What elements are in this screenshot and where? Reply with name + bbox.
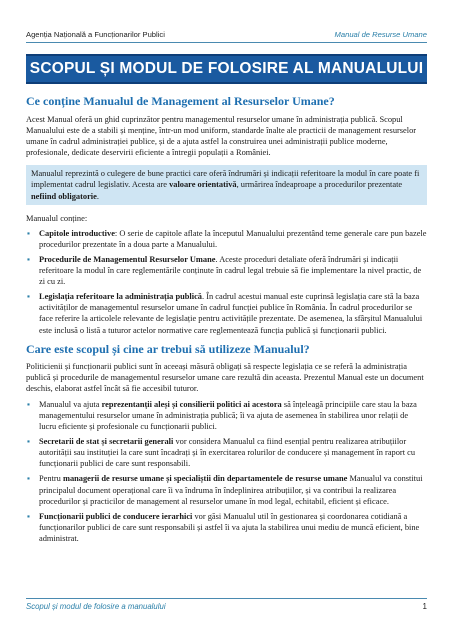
list-item (26, 254, 427, 287)
list-item (26, 399, 427, 432)
bullet-icon: ▪ (27, 511, 30, 521)
callout-box (26, 165, 427, 204)
list-item-bold: managerii de resurse umane și specialiștii din departamentele de resurse umane (62, 474, 348, 484)
bullet-icon: ▪ (27, 474, 30, 484)
section2-paragraph: Politicienii și funcționarii publici sunt în aceeași măsură obligați să respecte legislația ce se referă la administrația publică și procedurile de managementul resurselor umane care rezultă din aceasta. Prezentul Manual este un document deschis, elaborat astfel încât să fie accesibil tuturor. (26, 361, 424, 393)
callout-end: . (96, 191, 99, 201)
bullet-icon: ▪ (27, 437, 30, 447)
bullet-icon: ▪ (27, 399, 30, 409)
list-item-text: vor găsi Manualul util în gestionarea și coordonarea cotidiană a funcționarilor publici de care sunt responsabili și astfel îi va ajuta la stabilirea unui mediu de muncă eficient, bine administrat. (39, 511, 420, 543)
section1-heading: Ce conține Manualul de Management al Resurselor Umane? (26, 94, 335, 108)
callout-text: Manualul reprezintă o culegere de bune practici care oferă îndrumări și indicații referitoare la modul în care poate fi implementat cadrul legislativ. Acesta are (31, 169, 420, 190)
list-item (26, 473, 427, 506)
bullet-icon: ▪ (27, 292, 30, 302)
list-item (26, 436, 427, 469)
list-item-text: să înțeleagă principiile care stau la baza managementului resurselor umane în administrația publică; îi va ajuta de asemenea în stabilirea unor relații de lucru eficiente și profesionale cu funcționarii publici. (39, 399, 417, 432)
section1-paragraph: Acest Manual oferă un ghid cuprinzător pentru managementul resurselor umane în administrația publică. Scopul Manualului este de a stabili și menține, într-un mod uniform, standarde înalte ale practicii de management resurselor umane în cadrul administrației publice, și de a ajuta astfel la construirea unei administrații publice moderne, profesionale, dedicate deservirii eficiente a întregii populații a României. (26, 115, 417, 158)
footer-rule (26, 598, 427, 599)
page-content (26, 92, 427, 548)
list-item-text: . În cadrul acestui manual este cuprinsă legislația care stă la baza activităților de managementul resurselor umane în cadrul funcției publice în România. În cadrul procedurilor se face referire la articolele relevante de legislație pentru activitățile prezentate. De asemenea, la sfârșitul Manualului este inclusă o listă a tuturor actelor normative care reglementează funcția publică și funcționarii publici. (39, 292, 423, 335)
section2-heading: Care este scopul și cine ar trebui să utilizeze Manualul? (26, 341, 310, 356)
chapter-title: SCOPUL ȘI MODUL DE FOLOSIRE AL MANUALULUI (29, 60, 424, 77)
list-item-text: . Aceste proceduri detaliate oferă îndrumări și indicații referitoare la modul în care reglementările conținute în cadrul legal trebuie să fie implementare la nivel practic, de zi cu zi. (39, 254, 422, 287)
callout-bold-1: valoare orientativă (169, 180, 237, 190)
chapter-banner (26, 54, 427, 84)
list-item-pre: Manualul va ajuta (39, 399, 102, 409)
header-agency: Agenția Națională a Funcționarilor Publici (26, 30, 165, 39)
page-footer (26, 598, 427, 611)
callout-mid: , urmărirea îndeaproape a procedurilor prezentate (236, 180, 403, 190)
list-item (26, 228, 427, 250)
contents-list (26, 228, 427, 336)
contents-label: Manualul conține: (26, 213, 88, 223)
list-item-bold: Funcționarii publici de conducere ierarhici (39, 511, 193, 521)
list-item (26, 291, 427, 335)
users-list (26, 399, 427, 544)
page-number: 1 (422, 602, 427, 611)
callout-bold-2: nefiind obligatorie (31, 191, 97, 201)
list-item-text: vor considera Manualul ca fiind esențial pentru realizarea atribuțiilor autorității sau instituției la care sunt încadrați și în exercitarea rolurilor de conducere și management în raport cu funcționarii publici de care sunt responsabili. (39, 437, 416, 469)
list-item-bold: Secretarii de stat și secretarii generali (39, 437, 174, 447)
list-item-pre: Pentru (39, 474, 63, 484)
list-item (26, 511, 427, 544)
list-item-text: Manualul va constitui principalul document operațional care îi va îndruma în îndeplinirea atribuțiilor, și va contribui la realizarea procedurilor și practicilor de management al resurselor umane în mod legal, echitabil, eficient și eficace. (39, 474, 423, 506)
bullet-icon: ▪ (27, 254, 30, 264)
footer-section-title: Scopul și modul de folosire a manualului (26, 602, 166, 611)
list-item-bold: Procedurile de Managementul Resurselor Umane (39, 254, 216, 264)
list-item-bold: Capitole introductive (39, 228, 115, 238)
header-rule (26, 42, 427, 43)
bullet-icon: ▪ (27, 228, 30, 238)
list-item-bold: reprezentanții aleși și consilierii politici ai acestora (101, 399, 282, 409)
list-item-bold: Legislația referitoare la administrația publică (39, 292, 202, 302)
list-item-text: : O serie de capitole aflate la începutul Manualului prezentând teme generale care pun bazele procedurilor prezentate în a doua parte a Manualului. (39, 228, 427, 249)
header-manual-title: Manual de Resurse Umane (334, 30, 427, 39)
